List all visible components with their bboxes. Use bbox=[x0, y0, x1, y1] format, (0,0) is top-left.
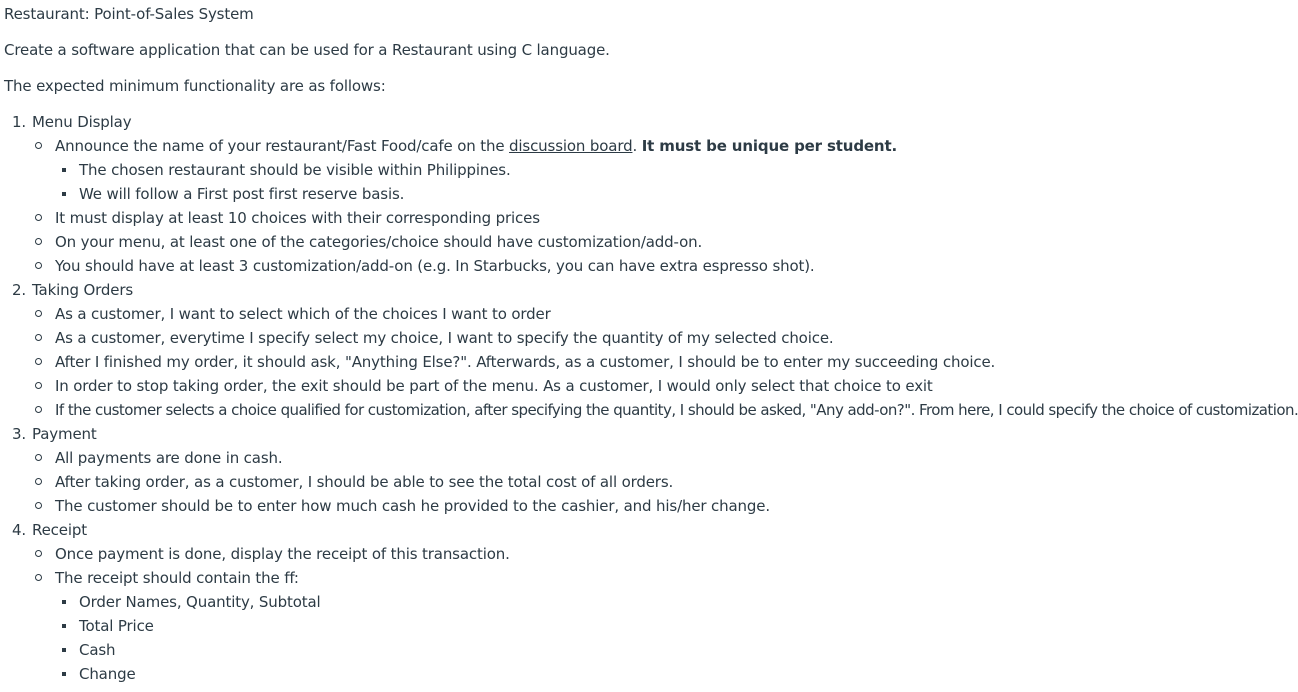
bullet-circle-icon bbox=[35, 262, 42, 269]
section-number: 3. bbox=[12, 425, 27, 443]
section-menu-display bbox=[12, 110, 131, 134]
list-item: You should have at least 3 customization/add-on (e.g. In Starbucks, you can have extra espresso shot). bbox=[34, 254, 815, 278]
bullet-circle-icon bbox=[35, 454, 42, 461]
section-label: Payment bbox=[32, 425, 97, 443]
list-item: After I finished my order, it should ask, "Anything Else?". Afterwards, as a customer, I should be to enter my succeeding choice. bbox=[34, 350, 995, 374]
section-number: 4. bbox=[12, 521, 27, 539]
unique-requirement: It must be unique per student. bbox=[641, 137, 898, 155]
bullet-circle-icon bbox=[35, 406, 42, 413]
sub-list-item: Total Price bbox=[60, 614, 154, 638]
section-label: Menu Display bbox=[32, 113, 132, 131]
list-item: Once payment is done, display the receipt of this transaction. bbox=[34, 542, 510, 566]
sub-list-item: Cash bbox=[60, 638, 115, 662]
section-number: 1. bbox=[12, 113, 27, 131]
bullet-square-icon bbox=[62, 624, 66, 628]
bullet-square-icon bbox=[62, 192, 66, 196]
list-item: As a customer, I want to select which of the choices I want to order bbox=[34, 302, 551, 326]
sub-list-item: The chosen restaurant should be visible within Philippines. bbox=[60, 158, 511, 182]
list-item: On your menu, at least one of the categories/choice should have customization/add-on. bbox=[34, 230, 702, 254]
bullet-square-icon bbox=[62, 672, 66, 676]
section-payment bbox=[12, 422, 97, 446]
bullet-square-icon bbox=[62, 600, 66, 604]
bullet-circle-icon bbox=[35, 502, 42, 509]
expected-paragraph: The expected minimum functionality are as follows: bbox=[4, 77, 386, 95]
list-item: If the customer selects a choice qualified for customization, after specifying the quantity, I should be asked, "Any add-on?". From here, I could specify the choice of customization. bbox=[34, 398, 1298, 422]
section-label: Taking Orders bbox=[32, 281, 134, 299]
bullet-square-icon bbox=[62, 648, 66, 652]
bullet-circle-icon bbox=[35, 358, 42, 365]
list-item: In order to stop taking order, the exit should be part of the menu. As a customer, I would only select that choice to exit bbox=[34, 374, 933, 398]
list-item: All payments are done in cash. bbox=[34, 446, 282, 470]
bullet-circle-icon bbox=[35, 478, 42, 485]
bullet-circle-icon bbox=[35, 214, 42, 221]
section-number: 2. bbox=[12, 281, 27, 299]
bullet-circle-icon bbox=[35, 310, 42, 317]
list-item: The receipt should contain the ff: bbox=[34, 566, 299, 590]
discussion-board-link[interactable]: discussion board bbox=[509, 137, 633, 155]
sub-list-item: Change bbox=[60, 662, 136, 686]
sub-list-item: Order Names, Quantity, Subtotal bbox=[60, 590, 321, 614]
section-taking-orders bbox=[12, 278, 133, 302]
intro-paragraph: Create a software application that can be used for a Restaurant using C language. bbox=[4, 41, 610, 59]
list-item: As a customer, everytime I specify select my choice, I want to specify the quantity of my selected choice. bbox=[34, 326, 834, 350]
section-label: Receipt bbox=[32, 521, 87, 539]
sub-list-item: We will follow a First post first reserve basis. bbox=[60, 182, 404, 206]
bullet-circle-icon bbox=[35, 550, 42, 557]
list-item: Announce the name of your restaurant/Fast Food/cafe on the discussion board. It must be unique per student. bbox=[34, 134, 897, 158]
page-title: Restaurant: Point-of-Sales System bbox=[4, 5, 254, 23]
list-item: It must display at least 10 choices with their corresponding prices bbox=[34, 206, 540, 230]
bullet-circle-icon bbox=[35, 238, 42, 245]
bullet-circle-icon bbox=[35, 574, 42, 581]
bullet-circle-icon bbox=[35, 334, 42, 341]
list-item: The customer should be to enter how much cash he provided to the cashier, and his/her change. bbox=[34, 494, 770, 518]
section-receipt bbox=[12, 518, 87, 542]
bullet-circle-icon bbox=[35, 142, 42, 149]
bullet-circle-icon bbox=[35, 382, 42, 389]
list-item: After taking order, as a customer, I should be able to see the total cost of all orders. bbox=[34, 470, 673, 494]
bullet-square-icon bbox=[62, 168, 66, 172]
